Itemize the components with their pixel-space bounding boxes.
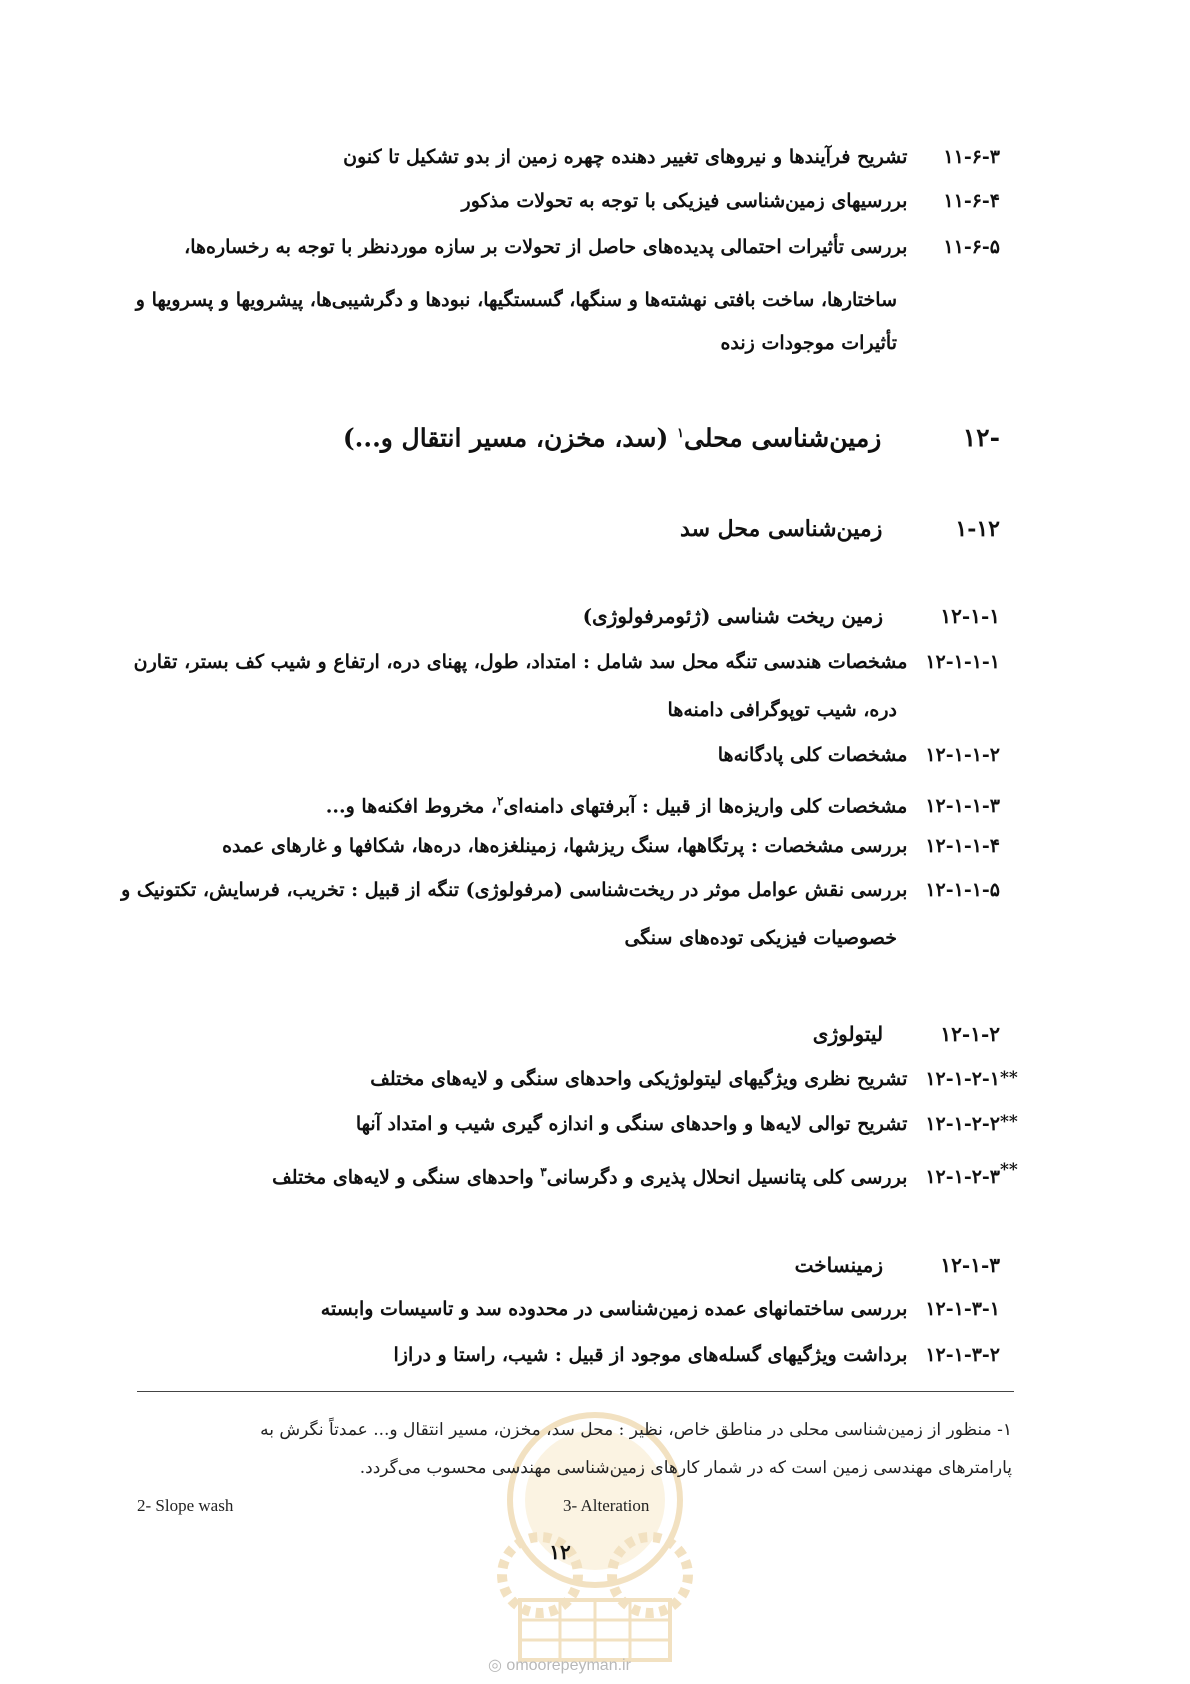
section-title: لیتولوژی — [812, 1022, 884, 1046]
item-12-1-2-1 — [40, 1055, 1000, 1103]
item-number: ۱۲-۱-۳-۲ — [925, 1344, 1000, 1366]
section-title: زمینساخت — [794, 1253, 884, 1277]
section-number: ۱۲-۱-۱ — [940, 604, 1000, 628]
item-number: ۱۱-۶-۵ — [943, 236, 1000, 258]
asterisk-marker: ** — [1000, 1112, 1018, 1132]
footnote-1-line-1: ۱- منظور از زمین‌شناسی محلی در مناطق خاص، نظیر : محل سد، مخزن، مسیر انتقال و... عمدتاً نگرش به — [260, 1420, 1012, 1440]
item-text: مشخصات کلی واریزه‌ها از قبیل : آبرفتهای دامنه‌ای — [503, 795, 908, 818]
item-text: تشریح فرآیندها و نیروهای تغییر دهنده چهره زمین از بدو تشکیل تا کنون — [343, 146, 908, 168]
item-text: بررسی ساختمانهای عمده زمین‌شناسی در محدوده سد و تاسیسات وابسته — [320, 1298, 908, 1320]
item-12-1-1-4 — [40, 822, 1000, 870]
item-text-suffix: ، مخروط افکنه‌ها و... — [325, 795, 498, 818]
section-number: ۱۲-۱-۳ — [940, 1253, 1000, 1277]
section-number: ۱-۱۲ — [955, 516, 1000, 542]
footnote-2: 2- Slope wash — [137, 1496, 234, 1515]
item-continuation: ساختارها، ساخت بافتی نهشته‌ها و سنگها، گسستگیها، نبودها و دگرشیبی‌ها، پیشرویها و پسرویها و — [135, 289, 897, 311]
item-text: بررسیهای زمین‌شناسی فیزیکی با توجه به تحولات مذکور — [461, 190, 908, 212]
item-number: ۱۲-۱-۱-۱ — [925, 651, 1000, 673]
item-continuation: دره، شیب توپوگرافی دامنه‌ها — [667, 699, 897, 721]
item-12-1-1-2 — [40, 731, 1000, 779]
item-number: ۱۲-۱-۱-۳ — [925, 795, 1000, 818]
footnote-1-line-2: پارامترهای مهندسی زمین است که در شمار کارهای زمین‌شناسی مهندسی محسوب می‌گردد. — [359, 1458, 1012, 1478]
item-text: برداشت ویژگیهای گسله‌های موجود از قبیل : شیب، راستا و درازا — [393, 1344, 908, 1366]
item-11-6-5 — [40, 223, 1000, 271]
item-text: مشخصات هندسی تنگه محل سد شامل : امتداد، طول، پهنای دره، ارتفاع و شیب کف بستر، تقارن — [133, 651, 908, 673]
item-text: تشریح نظری ویژگیهای لیتولوژیکی واحدهای سنگی و لایه‌های مختلف — [370, 1068, 908, 1090]
item-number: ۱۲-۱-۲-۳ — [925, 1166, 1000, 1189]
item-12-1-1-5 — [40, 866, 1000, 914]
item-number: ۱۲-۱-۱-۴ — [925, 835, 1000, 857]
section-heading-12-1 — [40, 505, 1000, 553]
watermark-site-text — [488, 1655, 631, 1675]
item-text: بررسی نقش عوامل موثر در ریخت‌شناسی (مرفولوژی) تنگه از قبیل : تخریب، فرسایش، تکتونیک و — [121, 879, 908, 901]
asterisk-marker: ** — [1000, 1160, 1018, 1180]
item-number: ۱۲-۱-۳-۱ — [925, 1298, 1000, 1320]
asterisk-marker: ** — [1000, 1068, 1018, 1088]
item-text: مشخصات کلی پادگانه‌ها — [717, 744, 908, 766]
section-heading-12-1-3 — [40, 1241, 1000, 1289]
watermark-globe-icon: ◎ — [488, 1657, 502, 1674]
item-11-6-3 — [40, 133, 1000, 181]
footnote-3: 3- Alteration — [563, 1496, 650, 1515]
item-12-1-2-2 — [40, 1100, 1000, 1148]
item-continuation: تأثیرات موجودات زنده — [720, 332, 897, 354]
section-title: زمین ریخت شناسی (ژئومرفولوژی) — [582, 604, 884, 628]
footnote-divider — [137, 1391, 1014, 1392]
item-text-suffix: واحدهای سنگی و لایه‌های مختلف — [272, 1166, 534, 1189]
item-11-6-4 — [40, 177, 1000, 225]
item-number: ۱۲-۱-۲-۱ — [925, 1068, 1000, 1090]
item-text: بررسی تأثیرات احتمالی پدیده‌های حاصل از تحولات بر سازه موردنظر با توجه به رخساره‌ها، — [184, 236, 908, 258]
section-heading-12-1-2 — [40, 1010, 1000, 1058]
item-12-1-3-2 — [40, 1331, 1000, 1379]
section-heading-12 — [40, 410, 1000, 462]
section-number: -۱۲ — [962, 423, 1000, 453]
footnote-ref: ۲ — [497, 794, 504, 808]
item-12-1-2-3 — [40, 1148, 1000, 1201]
item-12-1-3-1 — [40, 1285, 1000, 1333]
item-number: ۱۲-۱-۲-۲ — [925, 1113, 1000, 1135]
item-continuation: خصوصیات فیزیکی توده‌های سنگی — [624, 927, 897, 949]
item-text: تشریح توالی لایه‌ها و واحدهای سنگی و اندازه گیری شیب و امتداد آنها — [355, 1113, 908, 1135]
footnote-ref: ۳ — [540, 1165, 547, 1179]
page-number: ۱۲ — [549, 1540, 571, 1564]
item-12-1-1-1 — [40, 638, 1000, 686]
section-title-suffix: (سد، مخزن، مسیر انتقال و...) — [342, 423, 669, 453]
item-text: بررسی کلی پتانسیل انحلال پذیری و دگرسانی — [546, 1166, 908, 1189]
item-number: ۱۲-۱-۱-۵ — [925, 879, 1000, 901]
section-title: زمین‌شناسی محلی — [684, 423, 882, 453]
item-text: بررسی مشخصات : پرتگاهها، سنگ ریزشها، زمینلغزه‌ها، دره‌ها، شکافها و غارهای عمده — [222, 835, 908, 857]
item-number: ۱۱-۶-۴ — [943, 190, 1000, 212]
watermark-site-label: omoorepeyman.ir — [506, 1657, 631, 1674]
section-title: زمین‌شناسی محل سد — [680, 516, 883, 542]
footnote-ref: ۱ — [677, 426, 684, 441]
item-number: ۱۲-۱-۱-۲ — [925, 744, 1000, 766]
section-heading-12-1-1 — [40, 592, 1000, 640]
section-number: ۱۲-۱-۲ — [940, 1022, 1000, 1046]
item-number: ۱۱-۶-۳ — [943, 146, 1000, 168]
